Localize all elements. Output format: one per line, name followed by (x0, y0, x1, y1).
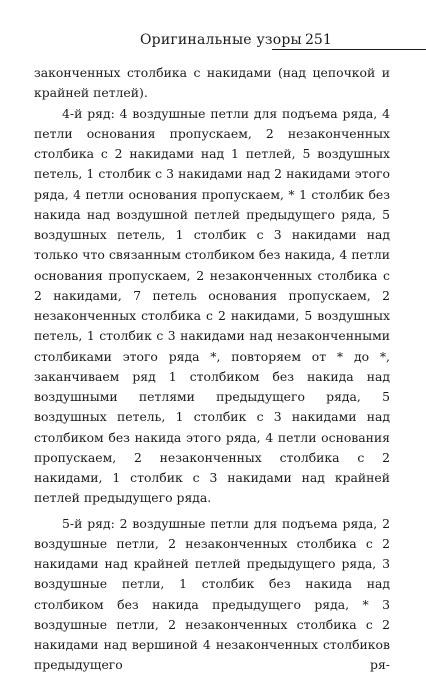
running-header-title: Оригинальные узоры (140, 32, 302, 48)
running-header (34, 30, 426, 52)
paragraph-row-4: 4-й ряд: 4 воздушные петли для подъема ряда, 4 петли основания пропускаем, 2 незаконченных столбика с 2 накидами над 1 петлей, 5 воздушных петель, 1 столбик с 3 накидами над 2 накидами этого ряда, 4 петли основания пропускаем, * 1 столбик без накида над воздушной петлей предыдущего ряда, 5 воздушных петель, 1 столбик с 3 накидами над только что связанным столбиком без накида, 4 петли основания пропускаем, 2 незаконченных столбика с 2 накидами, 7 петель основания пропускаем, 2 незаконченных столбика с 2 накидами, 5 воздушных петель, 1 столбик с 3 накидами над незаконченными столбиками этого ряда *, повторяем от * до *, заканчиваем ряд 1 столбиком без накида над воздушными петлями предыдущего ряда, 5 воздушных петель, 1 столбик с 3 накидами над столбиком без накида этого ряда, 4 петли основания пропускаем, 2 незаконченных столбика с 2 накидами, 1 столбик с 3 накидами над крайней петлей предыдущего ряда. (34, 105, 390, 506)
header-rule (272, 49, 426, 50)
paragraph-row-5: 5-й ряд: 2 воздушные петли для подъема ряда, 2 воздушные петли, 2 незаконченных столбика с 2 накидами над крайней петлей предыдущего ряда, 3 воздушные петли, 1 столбик без накида над столбиком без накида предыдущего ряда, * 3 воздушные петли, 2 незаконченных столбика с 2 накидами над вершиной 4 незаконченных столбиков предыдущего ря- (34, 515, 390, 673)
body-text (34, 63, 390, 676)
page-number: 251 (305, 32, 332, 48)
paragraph-continuation: законченных столбика с накидами (над цепочкой и крайней петлей). (34, 65, 390, 101)
